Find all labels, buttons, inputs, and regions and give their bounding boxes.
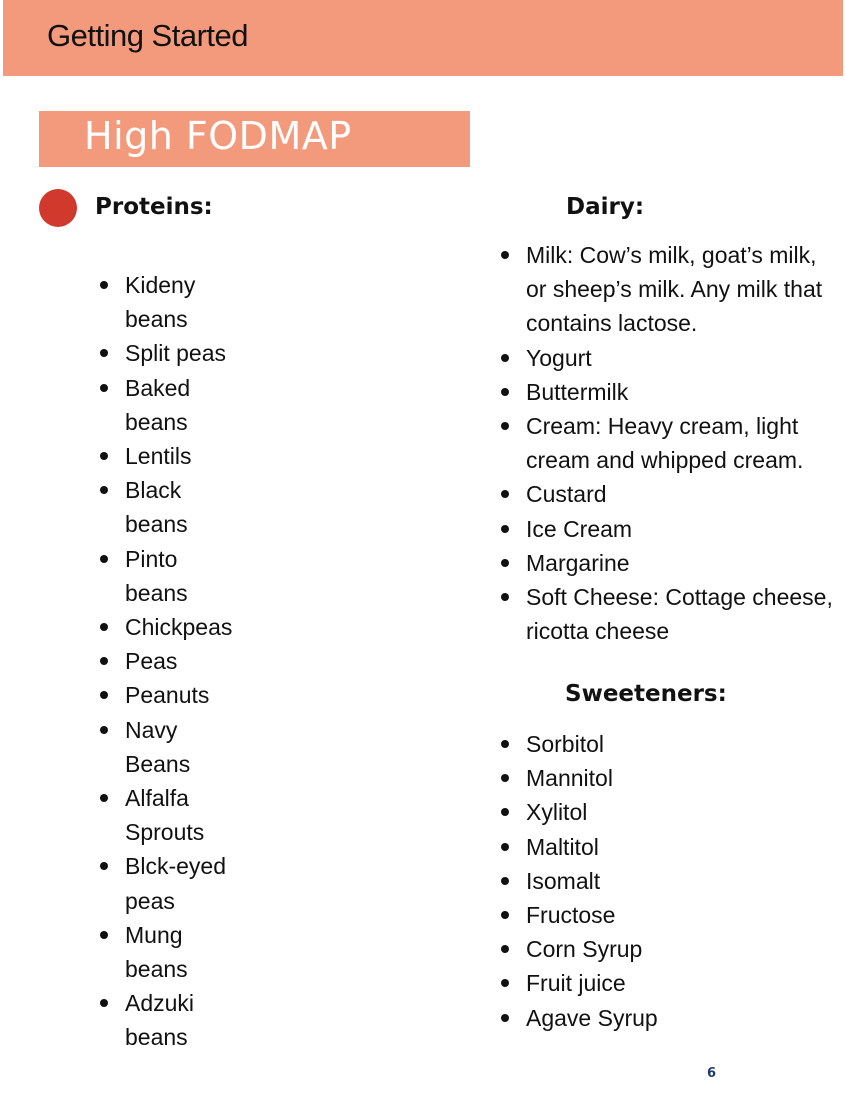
list-item: Margarine [497,546,842,580]
list-item: Xylitol [497,795,797,829]
list-item: Ice Cream [497,512,842,546]
section-title: High FODMAP [84,114,352,158]
list-item: Custard [497,477,842,511]
list-item: Mung beans [96,918,246,986]
list-item: Mannitol [497,761,797,795]
list-item: Peas [96,644,246,678]
proteins-heading: Proteins: [95,194,213,220]
page-header-title: Getting Started [47,18,249,53]
header-bar [3,0,843,76]
section-banner [39,111,470,167]
list-item: Blck-eyed peas [96,849,246,917]
list-item: Adzuki beans [96,986,246,1054]
list-item: Cream: Heavy cream, light cream and whipped cream. [497,409,842,477]
page-number: 6 [707,1066,717,1081]
list-item: Alfalfa Sprouts [96,781,246,849]
list-item: Yogurt [497,341,842,375]
dairy-list [497,238,842,648]
sweeteners-heading: Sweeteners: [565,681,727,707]
list-item: Isomalt [497,864,797,898]
list-item: Buttermilk [497,375,842,409]
list-item: Fruit juice [497,966,797,1000]
list-item: Soft Cheese: Cottage cheese, ricotta cheese [497,580,842,648]
list-item: Agave Syrup [497,1001,797,1035]
list-item: Fructose [497,898,797,932]
list-item: Chickpeas [96,610,246,644]
list-item: Lentils [96,439,246,473]
dairy-heading: Dairy: [566,194,645,220]
list-item: Maltitol [497,830,797,864]
list-item: Milk: Cow’s milk, goat’s milk, or sheep’s milk. Any milk that contains lactose. [497,238,842,341]
proteins-list [96,268,246,1055]
list-item: Kideny beans [96,268,246,336]
list-item: Baked beans [96,371,246,439]
list-item: Peanuts [96,678,246,712]
list-item: Sorbitol [497,727,797,761]
sweeteners-list [497,727,797,1035]
list-item: Black beans [96,473,246,541]
list-item: Navy Beans [96,713,246,781]
list-item: Pinto beans [96,542,246,610]
list-item: Corn Syrup [497,932,797,966]
list-item: Split peas [96,336,246,370]
bullet-dot-icon [39,189,77,227]
